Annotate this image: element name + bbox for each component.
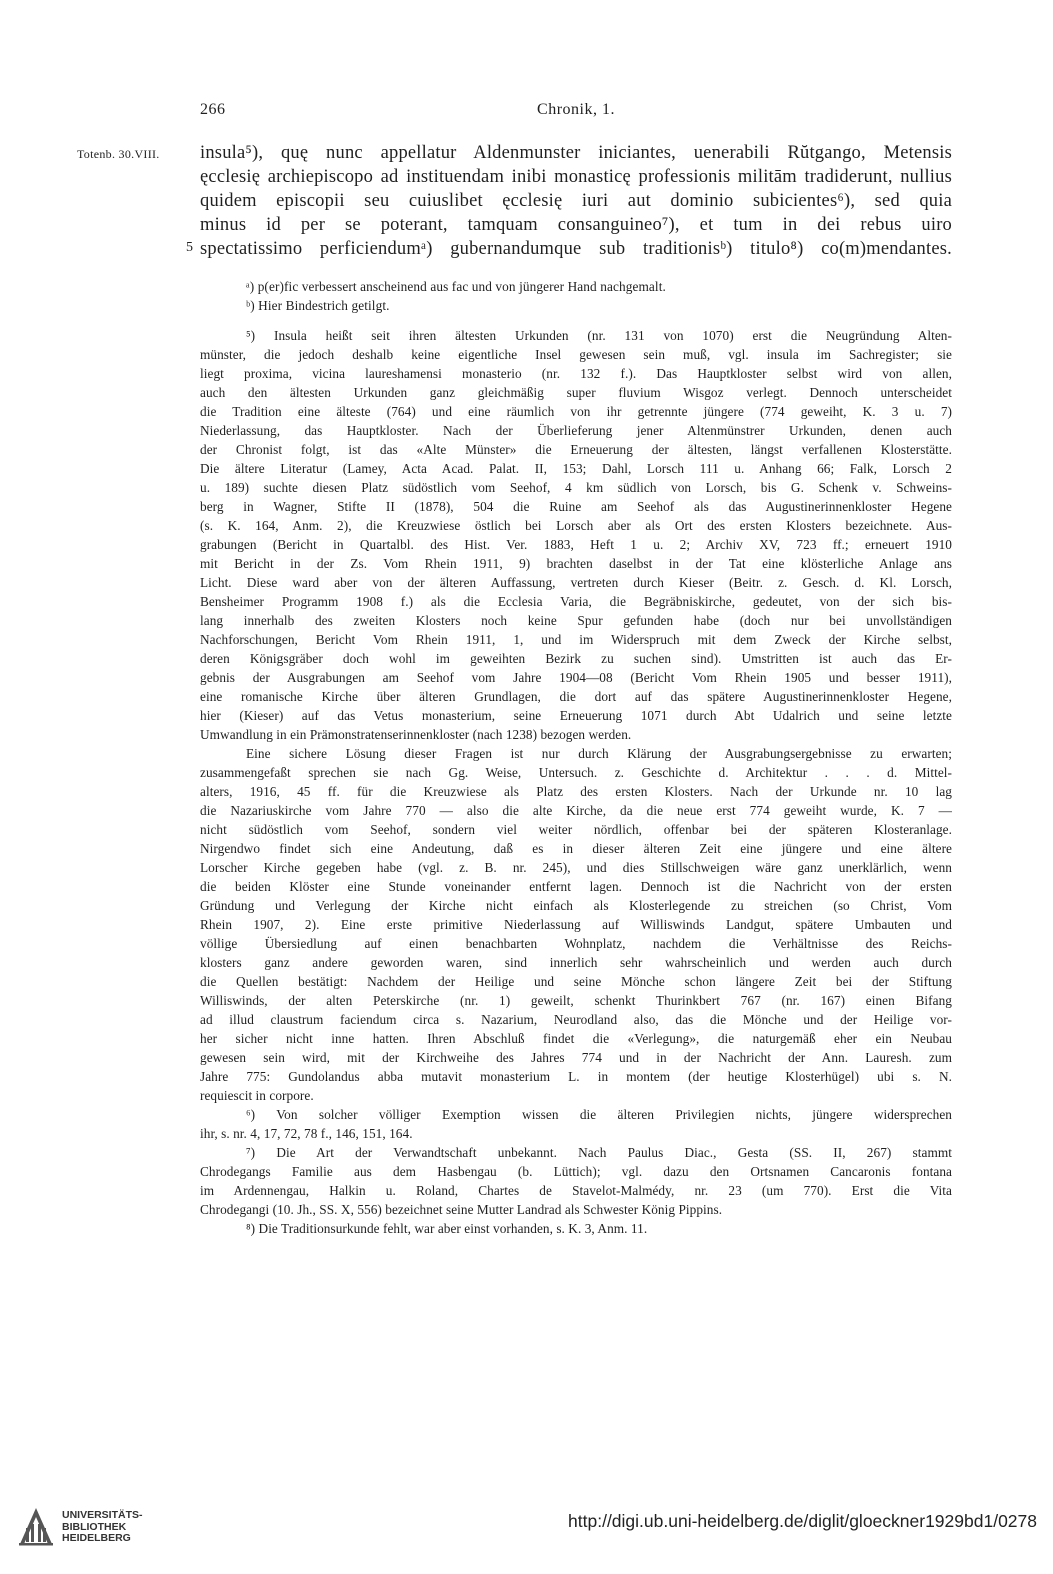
footnote-line: ⁶) Von solcher völliger Exemption wissen die älteren Privilegien nichts, jüngere widersprechen <box>246 1107 952 1122</box>
textual-note: ᵇ) Hier Bindestrich getilgt. <box>246 298 390 314</box>
footnote-line: mit Bericht in der Zs. Vom Rhein 1911, 9) brachten daselbst in der Tat eine klösterliche Anlage ans <box>200 556 952 571</box>
footnote-line: grabungen (Bericht in Quartalbl. des Hist. Ver. 1883, Heft 1 u. 2; Archiv XV, 723 ff.; erneuert 1910 <box>200 537 952 552</box>
page-header <box>200 101 952 121</box>
footnote-line: Die ältere Literatur (Lamey, Acta Acad. Palat. II, 153; Dahl, Lorsch 111 u. Anhang 66; Falk, Lorsch 2 <box>200 461 952 476</box>
footnote-line: u. 189) suchte diesen Platz südöstlich vom Seehof, 4 km südlich von Lorsch, bis G. Schenk v. Schweins- <box>200 480 952 495</box>
footnote-line: im Ardennengau, Halkin u. Roland, Chartes de Stavelot-Malmédy, nr. 23 (um 770). Erst die Vita <box>200 1183 952 1198</box>
library-name-line: UNIVERSITÄTS- <box>62 1509 143 1521</box>
footnote-line: eine romanische Kirche über älteren Grundlagen, die dort auf das spätere Augustinerinnenkloster Hegene, <box>200 689 952 704</box>
footnote-line: deren Königsgräber doch wohl im geweihten Bezirk zu suchen sind). Umstritten ist auch das Er- <box>200 651 952 666</box>
footnote-line: (s. K. 164, Anm. 2), die Kreuzwiese östlich bei Lorsch aber als Ort des ersten Klosters bezeichnete. Aus- <box>200 518 952 533</box>
footnote-line: Niederlassung, das Hauptkloster. Nach der Überlieferung jener Altenmünstrer Urkunden, denen auch <box>200 423 952 438</box>
textual-notes <box>246 277 952 316</box>
footnote-line: ⁵) Insula heißt seit ihren ältesten Urkunden (nr. 131 von 1070) erst die Neugründung Alten- <box>246 328 952 343</box>
footnote-line: her sicher nicht inne hatten. Ihren Abschluß findet die «Verlegung», die naturgemäß eher ein Neubau <box>200 1031 952 1046</box>
margin-reference: Totenb. 30.VIII. <box>77 147 160 161</box>
footnote-line: Jahre 775: Gundolandus abba mutavit monasterium L. in montem (der heutige Klosterhügel) ubi s. N. <box>200 1069 952 1084</box>
footnote-line: völlige Übersiedlung auf einen benachbarten Wohnplatz, nachdem die Verhältnisse des Reichs- <box>200 936 952 951</box>
footnote-line: Lorscher Kirche gegeben habe (vgl. z. B. nr. 245), und dies Stillschweigen wäre ganz unerklärlich, wenn <box>200 860 952 875</box>
footnote-line: gewesen sein wird, mit der Kirchweihe des Jahres 774 und in der Nachricht der Ann. Lauresh. zum <box>200 1050 952 1065</box>
text-line: ęcclesię archiepiscopo ad instituendam inibi monasticę professionis militām tradiderunt, nullius <box>200 167 952 188</box>
library-name-line: HEIDELBERG <box>62 1532 131 1544</box>
text-line: quidem episcopii seu cuiuslibet ęcclesię iuri aut dominio subicientes⁶), sed quia <box>200 191 952 212</box>
footnote-line: ad illud claustrum faciendum circa s. Nazarium, Neurodland also, das die Mönche und der Heilige vor- <box>200 1012 952 1027</box>
footnote-line: Rhein 1907, 2). Eine erste primitive Niederlassung auf Williswinds Landgut, spätere Umbauten und <box>200 917 952 932</box>
footnote-line: die Nazariuskirche vom Jahre 770 — also die alte Kirche, da die neue erst 774 geweiht wurde, K. 7 — <box>200 803 952 818</box>
footnotes <box>200 326 952 1238</box>
library-name-line: BIBLIOTHEK <box>62 1520 127 1533</box>
footnote-line: nicht südöstlich vom Seehof, sondern viel weiter nördlich, offenbar bei der späteren Klosteranlage. <box>200 822 952 837</box>
footnote-line: requiescit in corpore. <box>200 1088 314 1103</box>
university-library-logo-icon <box>18 1506 54 1546</box>
footnote-line: hier (Kieser) auf das Vetus monasterium, seine Erneuerung 1071 durch Abt Udalrich und seine letzte <box>200 708 952 723</box>
footnote-line: Chrodegangs Familie aus dem Hasbengau (b. Lüttich); vgl. dazu den Ortsnamen Cancaronis fontana <box>200 1164 952 1179</box>
page-number: 266 <box>200 101 226 118</box>
footnote-line: die Quellen bestätigt: Nachdem der Heilige und seine Mönche schon längere Zeit bei der Stiftung <box>200 974 952 989</box>
footnote-line: Chrodegangi (10. Jh., SS. X, 556) bezeichnet seine Mutter Landrad als Schwester König Pippins. <box>200 1202 723 1217</box>
footnote-line: gebnis der Ausgrabungen am Seehof vom Jahre 1904—08 (Bericht Vom Rhein 1905 und besser 1911), <box>200 670 952 685</box>
footnote-line: münster, die jedoch deshalb keine eigentliche Insel gewesen sein muß, vgl. insula im Sachregister; sie <box>200 347 952 362</box>
footnote-line: Eine sichere Lösung dieser Fragen ist nur durch Klärung der Ausgrabungsergebnisse zu erwarten; <box>246 746 952 761</box>
footnote-line: auch den ältesten Urkunden ganz gleichmäßig super fluvium Wisgoz verlegt. Dennoch unterscheidet <box>200 385 952 400</box>
running-title: Chronik, 1. <box>537 101 615 118</box>
footnote-line: Nachforschungen, Bericht Vom Rhein 1911, 1, und im Widerspruch mit dem Zweck der Kirche selbst, <box>200 632 952 647</box>
main-latin-text <box>200 141 952 261</box>
footnote-line: Williswinds, der alten Peterskirche (nr. 1) geweilt, schenkt Thurinkbert 767 (nr. 167) einen Bifang <box>200 993 952 1008</box>
footnote-line: klosters ganz andere geworden waren, sind innerlich sehr wahrscheinlich und werden auch durch <box>200 955 952 970</box>
library-name <box>62 1510 143 1545</box>
footnote-line: alters, 1916, 45 ff. für die Kreuzwiese als Platz des ersten Klosters. Nach der Urkunde nr. 10 lag <box>200 784 952 799</box>
digital-library-footer <box>0 1500 1053 1560</box>
text-line: minus id per se poterant, tamquam consanguineo⁷), et tum in dei rebus uiro <box>200 215 952 236</box>
footnote-line: berg in Wagner, Stifte II (1878), 504 die Ruine am Seehof als das Augustinerinnenkloster Hegene <box>200 499 952 514</box>
footnote-line: ihr, s. nr. 4, 17, 72, 78 f., 146, 151, 164. <box>200 1126 413 1141</box>
text-line: insula⁵), quę nunc appellatur Aldenmunster iniciantes, uenerabili Rŭtgango, Metensis <box>200 143 952 163</box>
text-line: spectatissimo perficiendumᵃ) gubernandumque sub traditionisᵇ) titulo⁸) co(m)mendantes. <box>200 239 952 260</box>
footnote-line: Bensheimer Programm 1908 f.) als die Ecclesia Varia, die Begräbniskirche, gedeutet, von der sich bis- <box>200 594 952 609</box>
footnote-line: ⁷) Die Art der Verwandtschaft unbekannt. Nach Paulus Diac., Gesta (SS. II, 267) stammt <box>246 1145 952 1160</box>
footnote-line: lang innerhalb des zweiten Klosters noch keine Spur gefunden habe (doch nur bei unvollständigen <box>200 613 952 628</box>
footnote-line: Umwandlung in ein Prämonstratenserinnenkloster (nach 1238) bezogen werden. <box>200 727 632 742</box>
footnote-line: zusammengefaßt sprechen sie nach Gg. Weise, Untersuch. z. Geschichte d. Architektur . . . d. Mittel- <box>200 765 952 780</box>
footnote-line: liegt proxima, vicina laureshamensi monasterio (nr. 132 f.). Das Hauptkloster selbst wird von allen, <box>200 366 952 381</box>
permalink-url[interactable]: http://digi.ub.uni-heidelberg.de/diglit/gloeckner1929bd1/0278 <box>568 1511 1037 1531</box>
footnote-line: der Chronist folgt, ist das «Alte Münster» die Erneuerung der ältesten, längst verfallenen Klosterstätte. <box>200 442 952 457</box>
footnote-line: ⁸) Die Traditionsurkunde fehlt, war aber einst vorhanden, s. K. 3, Anm. 11. <box>246 1221 648 1236</box>
footnote-line: Nirgendwo findet sich eine Andeutung, daß es in dieser älteren Zeit eine jüngere und eine ältere <box>200 841 952 856</box>
margin-line-number: 5 <box>186 240 193 255</box>
textual-note: ᵃ) p(er)fic verbessert anscheinend aus fac und von jüngerer Hand nachgemalt. <box>246 279 666 294</box>
footnote-line: Licht. Diese ward aber von der älteren Auffassung, vertreten durch Kieser (Beitr. z. Gesch. d. Kl. Lorsch, <box>200 575 952 590</box>
footnote-line: die Tradition eine älteste (764) und eine räumlich von ihr getrennte jüngere (774 geweiht, K. 3 u. 7) <box>200 404 952 419</box>
footnote-line: die beiden Klöster eine Stunde voneinander entfernt lagen. Dennoch ist die Nachricht von der ersten <box>200 879 952 894</box>
footnote-line: Gründung und Verlegung der Kirche nicht einfach als Klosterlegende zu streichen (so Christ, Vom <box>200 898 952 913</box>
